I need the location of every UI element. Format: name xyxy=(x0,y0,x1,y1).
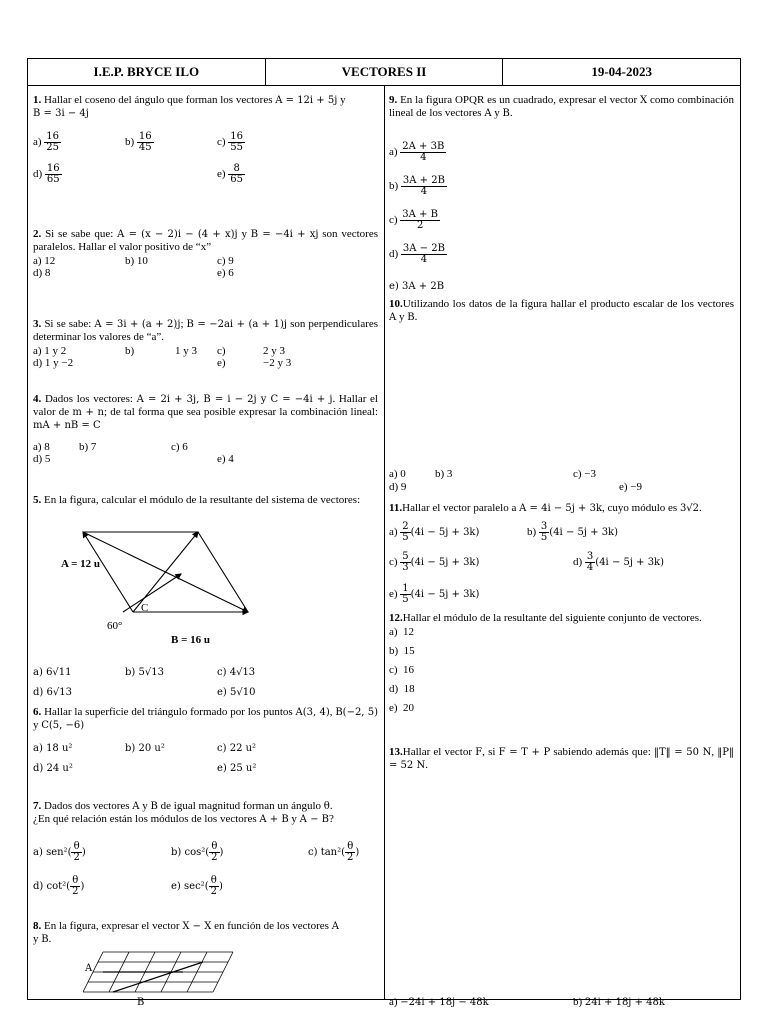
option-a[interactable]: a) −24i + 18j − 48k xyxy=(389,996,489,1008)
option-d[interactable]: d) 18 xyxy=(389,683,415,695)
option-a[interactable]: a) $\frac{2A + 3B}{4}$ xyxy=(389,141,445,163)
option-a[interactable]: a) 8 xyxy=(33,441,50,453)
option-e[interactable]: e) 25 u² xyxy=(217,763,257,774)
option-d[interactable]: d) cot²( $\frac{\theta}{2}$ ) xyxy=(33,875,85,897)
option-b[interactable]: b) $\frac{3}{5}$ (4i − 5j + 3k) xyxy=(527,521,619,543)
option-e[interactable]: e) 6 xyxy=(217,267,234,279)
label-b: B = 16 u xyxy=(171,634,210,646)
option-b-value: 1 y 3 xyxy=(175,345,197,357)
exam-date: 19-04-2023 xyxy=(502,59,740,85)
option-e-value: −2 y 3 xyxy=(263,357,292,369)
option-b-label[interactable]: b) xyxy=(125,345,135,357)
option-d[interactable]: d) 24 u² xyxy=(33,763,73,774)
option-d[interactable]: d) 5 xyxy=(33,453,51,465)
exam-sheet xyxy=(27,58,741,1008)
option-d[interactable]: d) $\frac{16}{65}$ xyxy=(33,163,60,185)
grid-label-a: A xyxy=(85,963,93,974)
option-a[interactable]: a) 0 xyxy=(389,468,406,480)
school-name: I.E.P. BRYCE ILO xyxy=(93,64,200,79)
question-5: 5. En la figura, calcular el módulo de la resultante del sistema de vectores: A = 12 u C 60° B = 16 u a) 6√11 b) 5√13 c) 4√13 d) 6√13 e) 5√10 xyxy=(33,494,361,698)
question-8: 8. En la figura, expresar el vector X − X en función de los vectores A y B. A B xyxy=(33,920,339,1008)
option-c[interactable]: c) 16 xyxy=(389,664,415,676)
option-e[interactable]: e) 5√10 xyxy=(217,687,256,698)
option-d[interactable]: d) 9 xyxy=(389,481,407,493)
question-1: 1. Hallar el coseno del ángulo que forman los vectores A = 12i + 5j y B = 3i − 4j a) $\frac{16}{25}$ b) $\frac{16}{45}$ c) $\frac{16}{55}$ d) $\frac{16}{65}$ e) $\frac{8}{65}$ xyxy=(33,94,378,194)
option-c[interactable]: c) 9 xyxy=(217,255,234,267)
option-a[interactable]: a) $\frac{16}{25}$ xyxy=(33,131,60,153)
grid-figure xyxy=(83,946,243,998)
option-c[interactable]: c) $\frac{5}{3}$ (4i − 5j + 3k) xyxy=(389,551,480,573)
label-c: C xyxy=(141,602,149,614)
option-b[interactable]: b) 3 xyxy=(435,468,453,480)
question-4: 4. Dados los vectores: A = 2i + 3j, B = i − 2j y C = −4i + j. Hallar el valor de m + n; de tal forma que sea posible expresar la combinación lineal: mA + nB = C a) 8 b) 7 c) 6 d) 5 e) 4 xyxy=(33,393,379,465)
option-e[interactable]: e) sec²( $\frac{\theta}{2}$ ) xyxy=(171,875,223,897)
label-a: A = 12 u xyxy=(61,558,100,570)
right-column xyxy=(384,86,740,1008)
option-a[interactable]: a) 12 xyxy=(33,255,56,267)
question-13: 13.Hallar el vector F, si F = T + P sabiendo además que: ‖T‖ = 50 N, ‖P‖ = 52 N. a) −24i + 18j − 48k b) 24i + 18j + 48k xyxy=(389,746,735,1008)
option-e-label[interactable]: e) xyxy=(217,357,226,369)
option-b[interactable]: b) 15 xyxy=(389,645,415,657)
question-9: 9. En la figura OPQR es un cuadrado, expresar el vector X como combinación lineal de los vectores A y B. a) $\frac{2A + 3B}{4}$ b) $\frac{3A + 2B}{4}$ c) $\frac{3A + B}{2}$ d) $\frac{3A - 2B}{4}$ e) 3A + 2B xyxy=(389,94,735,292)
option-d[interactable]: d) $\frac{3}{4}$ (4i − 5j + 3k) xyxy=(573,551,665,573)
question-10: 10.Utilizando los datos de la figura hallar el producto escalar de los vectores A y B. a) 0 b) 3 c) −3 d) 9 e) −9 xyxy=(389,298,734,493)
vector-b: B = 3i − 4j xyxy=(33,108,89,119)
option-c-value: 2 y 3 xyxy=(263,345,285,357)
question-7: 7. Dados dos vectores A y B de igual magnitud forman un ángulo θ. ¿En qué relación están los módulos de los vectores A + B y A − B? a) sen²( $\frac{\theta}{2}$ ) b) cos²( $\frac{\theta}{2}$ ) c) tan²( $\frac{\theta}{2}$ ) d) cot²( $\frac{\theta}{2}$ ) e) sec²( $\frac{\theta}{2}$ ) xyxy=(33,800,360,897)
option-a[interactable]: a) 6√11 xyxy=(33,667,72,678)
question-11: 11.Hallar el vector paralelo a A = 4i − 5j + 3k, cuyo módulo es 3√2. a) $\frac{2}{5}$ (4i − 5j + 3k) b) $\frac{3}{5}$ (4i − 5j + 3k) c) $\frac{5}{3}$ (4i − 5j + 3k) d) $\frac{3}{4}$ (4i − 5j + 3k) e) $\frac{1}{5}$ (4i − 5j + 3k) xyxy=(389,502,702,605)
question-6: 6. Hallar la superficie del triángulo formado por los puntos A(3, 4), B(−2, 5) y C(5, −6) a) 18 u² b) 20 u² c) 22 u² d) 24 u² e) 25 u² xyxy=(33,706,378,774)
grid-label-b: B xyxy=(137,997,145,1008)
option-a[interactable]: a) $\frac{2}{5}$ (4i − 5j + 3k) xyxy=(389,521,480,543)
option-c[interactable]: c) 22 u² xyxy=(217,743,257,754)
option-e[interactable]: e) 4 xyxy=(217,453,234,465)
option-c[interactable]: c) $\frac{16}{55}$ xyxy=(217,131,244,153)
option-b[interactable]: b) 10 xyxy=(125,255,148,267)
question-2: 2. Si se sabe que: A = (x − 2)i − (4 + x)j y B = −4i + xj son vectores paralelos. Hallar el valor positivo de “x” a) 12 b) 10 c) 9 d) 8 e) 6 xyxy=(33,228,379,279)
option-d[interactable]: d) 1 y −2 xyxy=(33,357,74,369)
exam-title: VECTORES II xyxy=(265,59,503,85)
question-3: 3. Si se sabe: A = 3i + (a + 2)j; B = −2ai + (a + 1)j son perpendiculares determinar los valores de “a”. a) 1 y 2 b) 1 y 3 c) 2 y 3 d) 1 y −2 e) −2 y 3 xyxy=(33,318,379,369)
header-row xyxy=(28,59,740,86)
option-c[interactable]: c) $\frac{3A + B}{2}$ xyxy=(389,209,438,231)
option-c[interactable]: c) −3 xyxy=(573,468,596,480)
option-e[interactable]: e) −9 xyxy=(619,481,642,493)
option-b[interactable]: b) cos²( $\frac{\theta}{2}$ ) xyxy=(171,841,224,863)
option-b[interactable]: b) 7 xyxy=(79,441,97,453)
option-c[interactable]: c) 4√13 xyxy=(217,667,256,678)
option-c[interactable]: c) 6 xyxy=(171,441,188,453)
option-b[interactable]: b) 20 u² xyxy=(125,743,165,754)
option-a[interactable]: a) sen²( $\frac{\theta}{2}$ ) xyxy=(33,841,86,863)
question-12: 12.Hallar el módulo de la resultante del siguiente conjunto de vectores. a) 12 b) 15 c) 16 d) 18 e) 20 xyxy=(389,612,702,714)
option-c[interactable]: c) tan²( $\frac{\theta}{2}$ ) xyxy=(308,841,360,863)
option-d[interactable]: d) $\frac{3A - 2B}{4}$ xyxy=(389,243,445,265)
option-b[interactable]: b) $\frac{3A + 2B}{4}$ xyxy=(389,175,445,197)
parallelogram-figure xyxy=(63,524,293,624)
option-e[interactable]: e) $\frac{8}{65}$ xyxy=(217,163,244,185)
option-b[interactable]: b) 24i + 18j + 48k xyxy=(573,996,665,1008)
option-e[interactable]: e) 20 xyxy=(389,702,415,714)
option-c-label[interactable]: c) xyxy=(217,345,226,357)
option-a[interactable]: a) 18 u² xyxy=(33,743,73,754)
left-column xyxy=(28,86,385,1008)
option-a[interactable]: a) 12 xyxy=(389,626,415,638)
option-e[interactable]: e) 3A + 2B xyxy=(389,281,445,292)
option-e[interactable]: e) $\frac{1}{5}$ (4i − 5j + 3k) xyxy=(389,583,480,605)
option-d[interactable]: d) 8 xyxy=(33,267,51,279)
option-b[interactable]: b) $\frac{16}{45}$ xyxy=(125,131,152,153)
option-a[interactable]: a) 1 y 2 xyxy=(33,345,67,357)
label-angle: 60° xyxy=(107,620,123,632)
option-b[interactable]: b) 5√13 xyxy=(125,667,164,678)
option-d[interactable]: d) 6√13 xyxy=(33,687,72,698)
question-number: 1. xyxy=(33,94,42,106)
